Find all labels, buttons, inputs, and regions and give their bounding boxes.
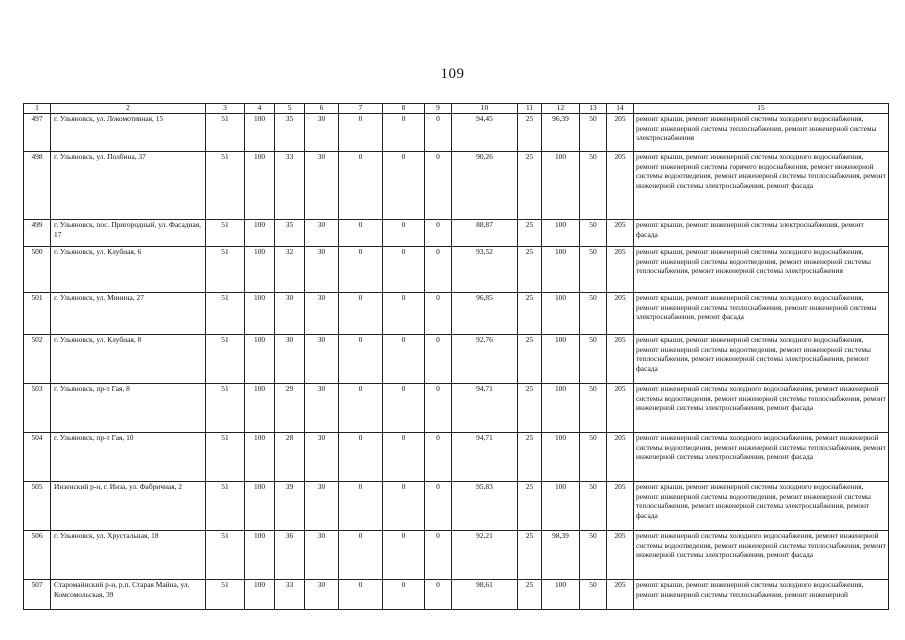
value-col-12: 100 bbox=[542, 433, 580, 482]
value-col-8: 0 bbox=[383, 433, 425, 482]
address: г. Ульяновск, ул. Клубная, 8 bbox=[51, 335, 206, 384]
table-row bbox=[24, 220, 889, 247]
table-row bbox=[24, 335, 889, 384]
value-col-5: 29 bbox=[275, 384, 305, 433]
value-col-5: 35 bbox=[275, 220, 305, 247]
value-col-11: 25 bbox=[518, 531, 542, 580]
value-col-14: 205 bbox=[607, 335, 634, 384]
value-col-4: 100 bbox=[245, 247, 275, 293]
value-col-10: 94,71 bbox=[452, 433, 518, 482]
column-header-12: 12 bbox=[542, 104, 580, 114]
repair-works: ремонт крыши, ремонт инженерной системы холодного водоснабжения, ремонт инженерной системы водоотведения, ремонт инженерной системы теплоснабжения, ремонт инженерной системы электроснабжения bbox=[634, 247, 889, 293]
value-col-3: 51 bbox=[206, 384, 245, 433]
value-col-7: 0 bbox=[339, 482, 383, 531]
column-header-10: 10 bbox=[452, 104, 518, 114]
value-col-6: 30 bbox=[305, 220, 339, 247]
value-col-12: 96,39 bbox=[542, 114, 580, 152]
value-col-12: 100 bbox=[542, 247, 580, 293]
value-col-4: 100 bbox=[245, 384, 275, 433]
value-col-5: 28 bbox=[275, 433, 305, 482]
value-col-12: 100 bbox=[542, 152, 580, 220]
value-col-4: 100 bbox=[245, 293, 275, 335]
value-col-5: 32 bbox=[275, 247, 305, 293]
value-col-8: 0 bbox=[383, 220, 425, 247]
value-col-7: 0 bbox=[339, 220, 383, 247]
table-row bbox=[24, 247, 889, 293]
value-col-3: 51 bbox=[206, 293, 245, 335]
value-col-3: 51 bbox=[206, 247, 245, 293]
value-col-8: 0 bbox=[383, 114, 425, 152]
value-col-10: 90,26 bbox=[452, 152, 518, 220]
value-col-4: 100 bbox=[245, 580, 275, 610]
address: г. Ульяновск, ул. Локомотивная, 15 bbox=[51, 114, 206, 152]
column-header-14: 14 bbox=[607, 104, 634, 114]
column-header-3: 3 bbox=[206, 104, 245, 114]
value-col-14: 205 bbox=[607, 152, 634, 220]
value-col-8: 0 bbox=[383, 482, 425, 531]
value-col-11: 25 bbox=[518, 482, 542, 531]
value-col-13: 50 bbox=[580, 433, 607, 482]
value-col-7: 0 bbox=[339, 152, 383, 220]
column-header-6: 6 bbox=[305, 104, 339, 114]
value-col-6: 30 bbox=[305, 114, 339, 152]
value-col-11: 25 bbox=[518, 433, 542, 482]
value-col-4: 100 bbox=[245, 433, 275, 482]
row-number: 503 bbox=[24, 384, 51, 433]
value-col-3: 51 bbox=[206, 531, 245, 580]
value-col-6: 30 bbox=[305, 482, 339, 531]
value-col-3: 51 bbox=[206, 433, 245, 482]
value-col-8: 0 bbox=[383, 335, 425, 384]
repair-works: ремонт инженерной системы холодного водоснабжения, ремонт инженерной системы водоотведения, ремонт инженерной системы теплоснабжения, ремонт инженерной системы электроснабжения, ремонт фасада bbox=[634, 384, 889, 433]
value-col-7: 0 bbox=[339, 247, 383, 293]
value-col-13: 50 bbox=[580, 482, 607, 531]
value-col-4: 100 bbox=[245, 220, 275, 247]
value-col-10: 92,21 bbox=[452, 531, 518, 580]
value-col-11: 25 bbox=[518, 247, 542, 293]
value-col-11: 25 bbox=[518, 293, 542, 335]
value-col-8: 0 bbox=[383, 152, 425, 220]
value-col-10: 92,76 bbox=[452, 335, 518, 384]
value-col-5: 33 bbox=[275, 580, 305, 610]
value-col-11: 25 bbox=[518, 335, 542, 384]
address: г. Ульяновск, ул. Полбина, 37 bbox=[51, 152, 206, 220]
row-number: 500 bbox=[24, 247, 51, 293]
repair-works: ремонт крыши, ремонт инженерной системы холодного водоснабжения, ремонт инженерной системы водоотведения, ремонт инженерной системы теплоснабжения, ремонт инженерной системы электроснабжения, ремонт фасада bbox=[634, 482, 889, 531]
value-col-10: 95,83 bbox=[452, 482, 518, 531]
table-row bbox=[24, 293, 889, 335]
value-col-9: 0 bbox=[425, 384, 452, 433]
value-col-13: 50 bbox=[580, 580, 607, 610]
value-col-10: 93,52 bbox=[452, 247, 518, 293]
value-col-8: 0 bbox=[383, 580, 425, 610]
value-col-9: 0 bbox=[425, 114, 452, 152]
value-col-3: 51 bbox=[206, 580, 245, 610]
repair-works: ремонт инженерной системы холодного водоснабжения, ремонт инженерной системы водоотведения, ремонт инженерной системы теплоснабжения, ремонт инженерной системы электроснабжения, ремонт фасада bbox=[634, 433, 889, 482]
value-col-9: 0 bbox=[425, 580, 452, 610]
value-col-14: 205 bbox=[607, 220, 634, 247]
value-col-13: 50 bbox=[580, 152, 607, 220]
address: г. Ульяновск, пр-т Гая, 10 bbox=[51, 433, 206, 482]
value-col-11: 25 bbox=[518, 580, 542, 610]
value-col-6: 30 bbox=[305, 152, 339, 220]
value-col-10: 98,61 bbox=[452, 580, 518, 610]
page-number: 109 bbox=[440, 66, 465, 82]
row-number: 497 bbox=[24, 114, 51, 152]
row-number: 498 bbox=[24, 152, 51, 220]
value-col-10: 94,45 bbox=[452, 114, 518, 152]
value-col-5: 30 bbox=[275, 335, 305, 384]
table-row bbox=[24, 384, 889, 433]
column-header-9: 9 bbox=[425, 104, 452, 114]
address: г. Ульяновск, ул. Хрустальная, 18 bbox=[51, 531, 206, 580]
repair-works: ремонт крыши, ремонт инженерной системы холодного водоснабжения, ремонт инженерной системы теплоснабжения, ремонт инженерной bbox=[634, 580, 889, 610]
row-number: 499 bbox=[24, 220, 51, 247]
column-header-2: 2 bbox=[51, 104, 206, 114]
value-col-4: 100 bbox=[245, 531, 275, 580]
value-col-6: 30 bbox=[305, 580, 339, 610]
table-row bbox=[24, 482, 889, 531]
row-number: 501 bbox=[24, 293, 51, 335]
value-col-7: 0 bbox=[339, 114, 383, 152]
value-col-5: 33 bbox=[275, 152, 305, 220]
value-col-5: 30 bbox=[275, 293, 305, 335]
value-col-7: 0 bbox=[339, 384, 383, 433]
value-col-9: 0 bbox=[425, 220, 452, 247]
value-col-14: 205 bbox=[607, 384, 634, 433]
value-col-3: 51 bbox=[206, 114, 245, 152]
address: г. Ульяновск, пр-т Гая, 8 bbox=[51, 384, 206, 433]
value-col-6: 30 bbox=[305, 335, 339, 384]
value-col-10: 94,71 bbox=[452, 384, 518, 433]
repair-works: ремонт крыши, ремонт инженерной системы холодного водоснабжения, ремонт инженерной системы горячего водоснабжения, ремонт инженерной системы водоотведения, ремонт инженерной системы теплоснабжения, ремонт инженерной системы электроснабжения, ремонт фасада bbox=[634, 152, 889, 220]
table-row bbox=[24, 152, 889, 220]
value-col-13: 50 bbox=[580, 220, 607, 247]
value-col-12: 100 bbox=[542, 293, 580, 335]
column-header-11: 11 bbox=[518, 104, 542, 114]
address: г. Ульяновск, пос. Пригородный, ул. Фасадная, 17 bbox=[51, 220, 206, 247]
value-col-4: 100 bbox=[245, 335, 275, 384]
repair-works: ремонт крыши, ремонт инженерной системы холодного водоснабжения, ремонт инженерной системы водоотведения, ремонт инженерной системы теплоснабжения, ремонт инженерной системы электроснабжения, ремонт фасада bbox=[634, 335, 889, 384]
column-header-8: 8 bbox=[383, 104, 425, 114]
column-header-1: 1 bbox=[24, 104, 51, 114]
table-row bbox=[24, 433, 889, 482]
value-col-4: 100 bbox=[245, 152, 275, 220]
row-number: 502 bbox=[24, 335, 51, 384]
table-row bbox=[24, 114, 889, 152]
value-col-5: 36 bbox=[275, 531, 305, 580]
value-col-8: 0 bbox=[383, 247, 425, 293]
value-col-7: 0 bbox=[339, 293, 383, 335]
value-col-9: 0 bbox=[425, 293, 452, 335]
value-col-10: 96,85 bbox=[452, 293, 518, 335]
row-number: 506 bbox=[24, 531, 51, 580]
value-col-9: 0 bbox=[425, 335, 452, 384]
value-col-7: 0 bbox=[339, 580, 383, 610]
value-col-14: 205 bbox=[607, 482, 634, 531]
value-col-9: 0 bbox=[425, 247, 452, 293]
value-col-6: 30 bbox=[305, 531, 339, 580]
value-col-13: 50 bbox=[580, 531, 607, 580]
address: г. Ульяновск, ул. Минина, 27 bbox=[51, 293, 206, 335]
value-col-6: 30 bbox=[305, 384, 339, 433]
value-col-4: 100 bbox=[245, 482, 275, 531]
repair-works: ремонт крыши, ремонт инженерной системы холодного водоснабжения, ремонт инженерной системы теплоснабжения, ремонт инженерной системы электроснабжения, ремонт фасада bbox=[634, 293, 889, 335]
table-row bbox=[24, 580, 889, 610]
value-col-13: 50 bbox=[580, 247, 607, 293]
value-col-9: 0 bbox=[425, 433, 452, 482]
value-col-12: 100 bbox=[542, 220, 580, 247]
value-col-6: 30 bbox=[305, 293, 339, 335]
value-col-3: 51 bbox=[206, 152, 245, 220]
row-number: 507 bbox=[24, 580, 51, 610]
table-row bbox=[24, 531, 889, 580]
address: Старомайнский р-н, р.п. Старая Майна, ул. Комсомольская, 39 bbox=[51, 580, 206, 610]
value-col-13: 50 bbox=[580, 384, 607, 433]
value-col-7: 0 bbox=[339, 433, 383, 482]
value-col-9: 0 bbox=[425, 482, 452, 531]
value-col-6: 30 bbox=[305, 247, 339, 293]
value-col-8: 0 bbox=[383, 384, 425, 433]
value-col-7: 0 bbox=[339, 335, 383, 384]
value-col-7: 0 bbox=[339, 531, 383, 580]
value-col-5: 39 bbox=[275, 482, 305, 531]
value-col-4: 100 bbox=[245, 114, 275, 152]
value-col-13: 50 bbox=[580, 114, 607, 152]
column-header-7: 7 bbox=[339, 104, 383, 114]
row-number: 505 bbox=[24, 482, 51, 531]
value-col-14: 205 bbox=[607, 114, 634, 152]
value-col-8: 0 bbox=[383, 293, 425, 335]
repair-works: ремонт инженерной системы холодного водоснабжения, ремонт инженерной системы водоотведения, ремонт инженерной системы теплоснабжения, ремонт инженерной системы электроснабжения, ремонт фасада bbox=[634, 531, 889, 580]
value-col-3: 51 bbox=[206, 335, 245, 384]
value-col-11: 25 bbox=[518, 114, 542, 152]
repair-works: ремонт крыши, ремонт инженерной системы электроснабжения, ремонт фасада bbox=[634, 220, 889, 247]
value-col-3: 51 bbox=[206, 220, 245, 247]
value-col-9: 0 bbox=[425, 152, 452, 220]
value-col-10: 88,87 bbox=[452, 220, 518, 247]
repair-works: ремонт крыши, ремонт инженерной системы холодного водоснабжения, ремонт инженерной системы теплоснабжения, ремонт инженерной системы электроснабжения bbox=[634, 114, 889, 152]
value-col-13: 50 bbox=[580, 335, 607, 384]
value-col-6: 30 bbox=[305, 433, 339, 482]
value-col-11: 25 bbox=[518, 220, 542, 247]
column-header-4: 4 bbox=[245, 104, 275, 114]
value-col-14: 205 bbox=[607, 580, 634, 610]
value-col-8: 0 bbox=[383, 531, 425, 580]
table-body bbox=[24, 114, 889, 610]
value-col-12: 100 bbox=[542, 580, 580, 610]
value-col-12: 100 bbox=[542, 335, 580, 384]
value-col-12: 100 bbox=[542, 482, 580, 531]
column-header-5: 5 bbox=[275, 104, 305, 114]
column-header-15: 15 bbox=[634, 104, 889, 114]
value-col-14: 205 bbox=[607, 531, 634, 580]
value-col-12: 98,39 bbox=[542, 531, 580, 580]
value-col-13: 50 bbox=[580, 293, 607, 335]
value-col-11: 25 bbox=[518, 152, 542, 220]
value-col-11: 25 bbox=[518, 384, 542, 433]
header-row bbox=[24, 104, 889, 114]
repair-registry-table bbox=[23, 103, 889, 610]
address: Инзенский р-н, г. Инза, ул. Фабричная, 2 bbox=[51, 482, 206, 531]
row-number: 504 bbox=[24, 433, 51, 482]
value-col-12: 100 bbox=[542, 384, 580, 433]
value-col-14: 205 bbox=[607, 433, 634, 482]
value-col-3: 51 bbox=[206, 482, 245, 531]
value-col-9: 0 bbox=[425, 531, 452, 580]
address: г. Ульяновск, ул. Клубная, 6 bbox=[51, 247, 206, 293]
value-col-14: 205 bbox=[607, 247, 634, 293]
value-col-5: 35 bbox=[275, 114, 305, 152]
value-col-14: 205 bbox=[607, 293, 634, 335]
column-header-13: 13 bbox=[580, 104, 607, 114]
